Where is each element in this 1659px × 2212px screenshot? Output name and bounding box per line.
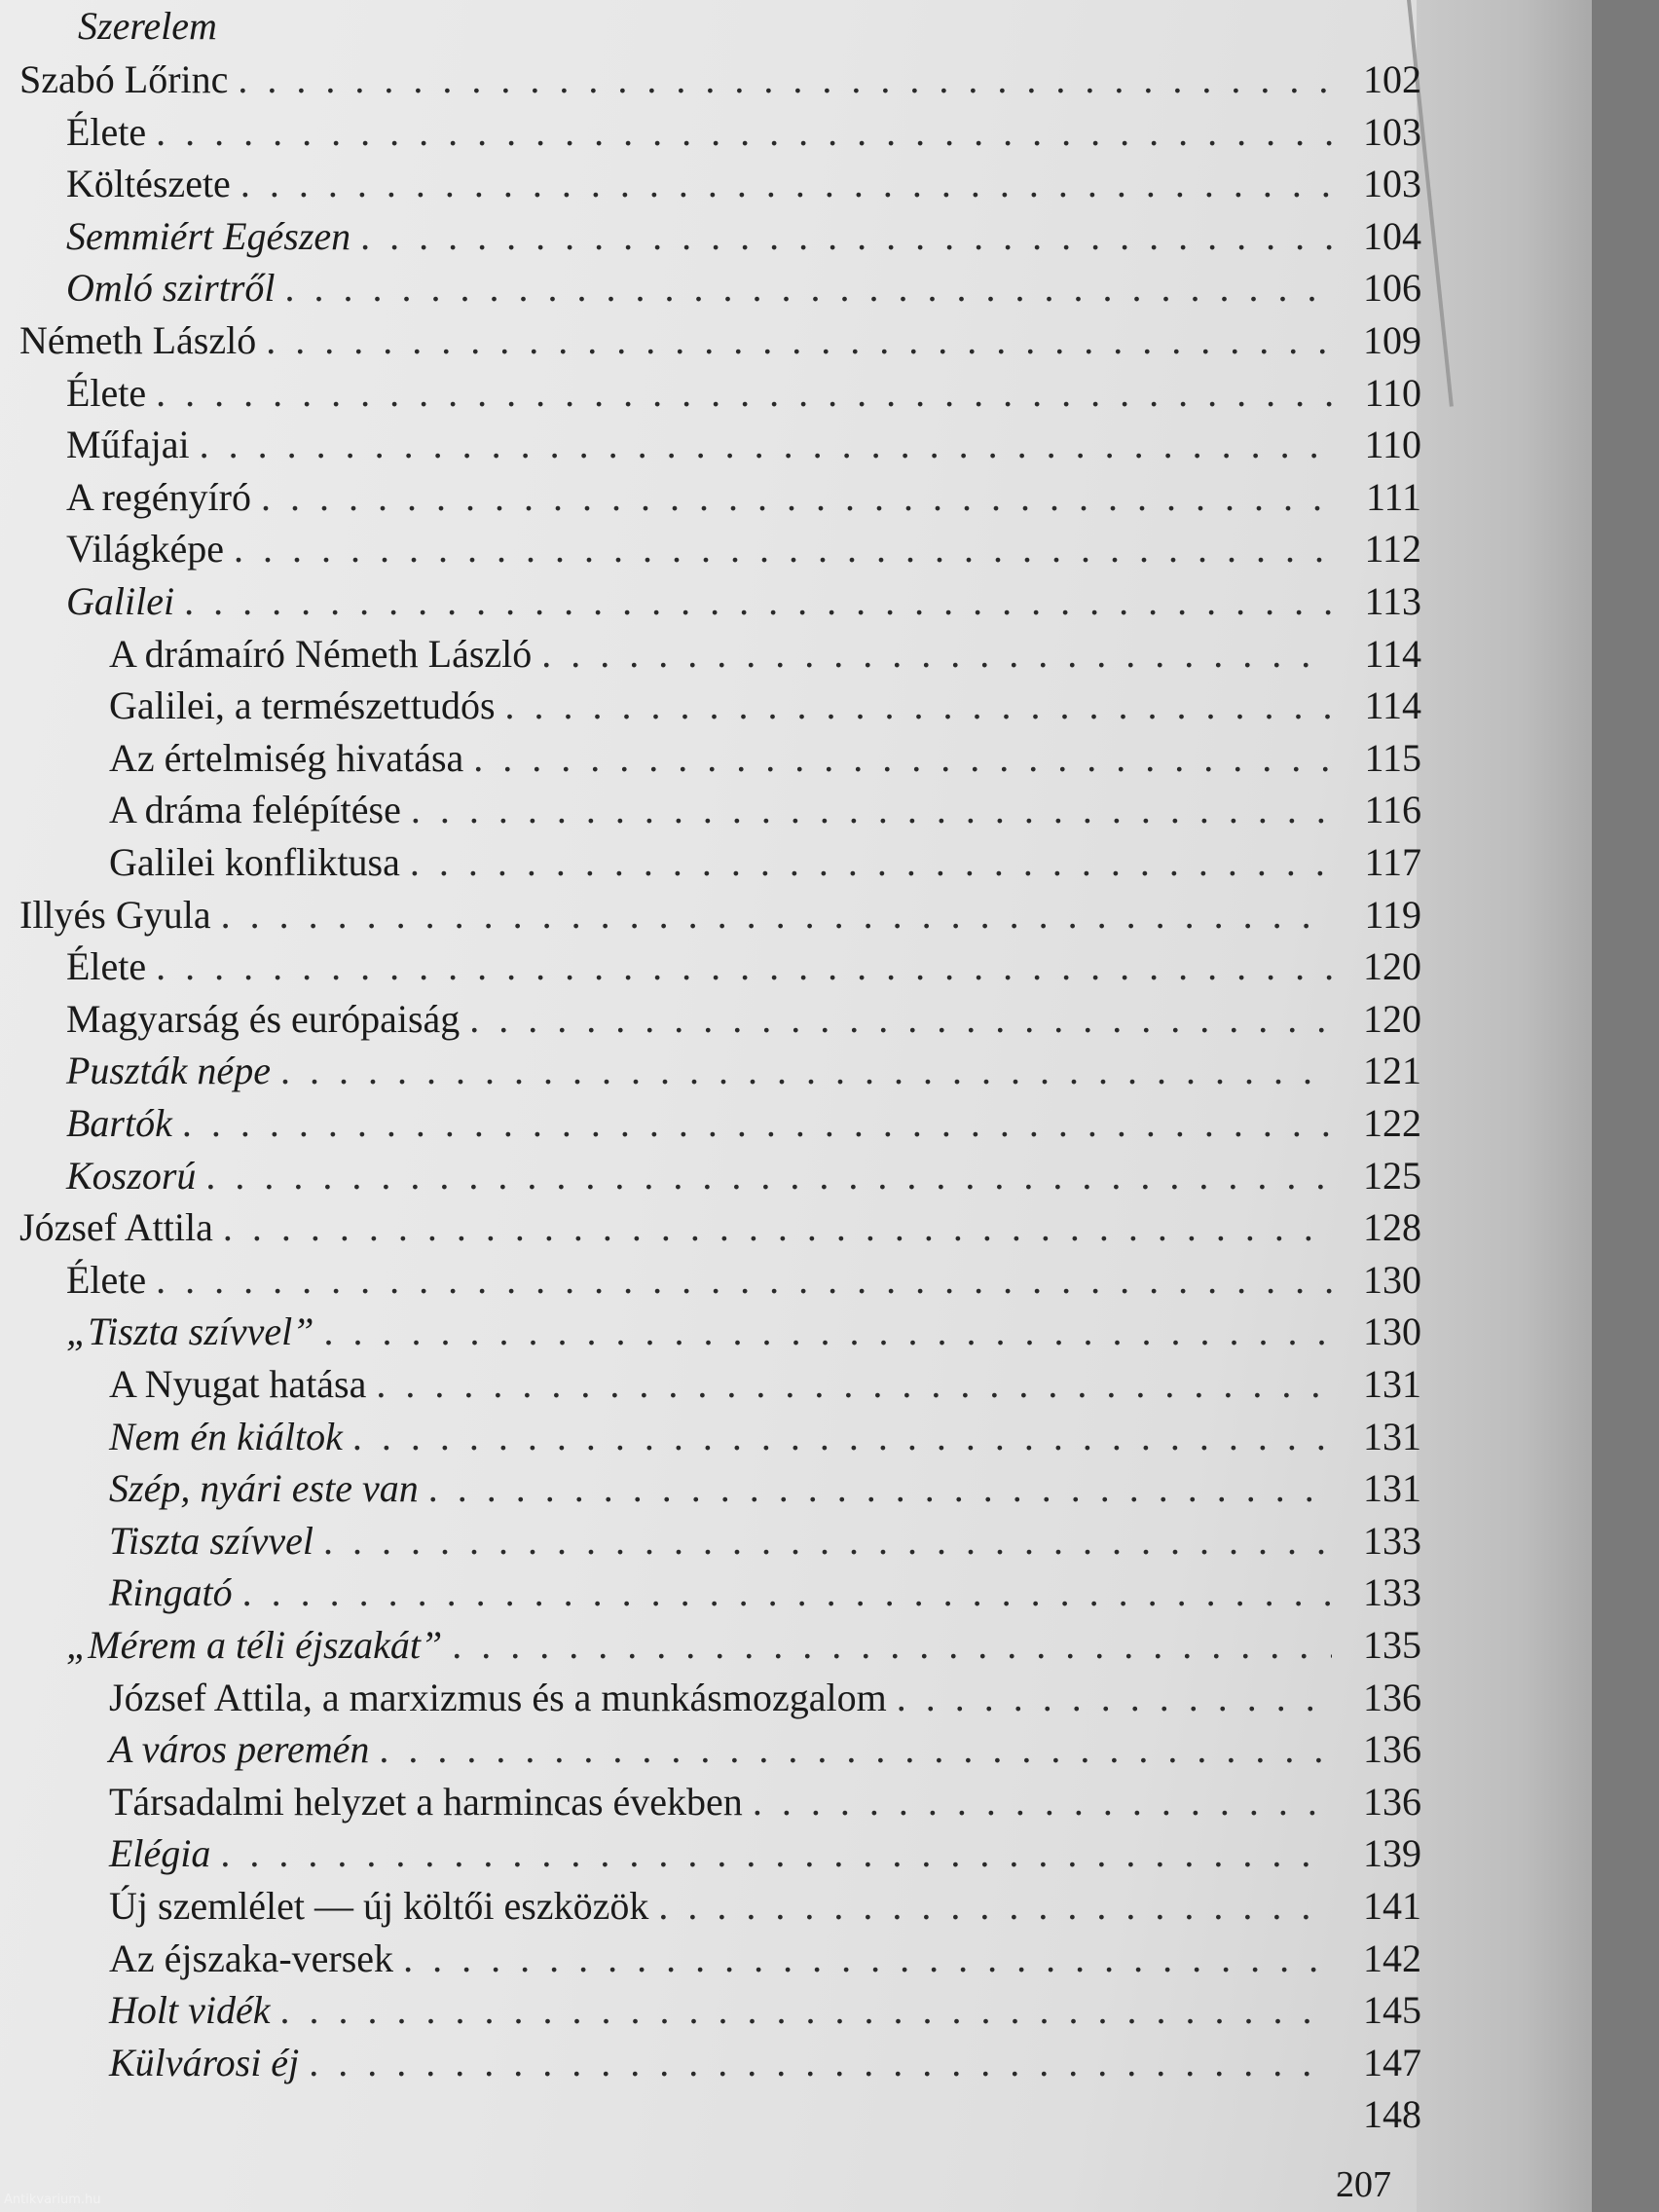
toc-entry-page: 110 xyxy=(1364,370,1421,415)
dot-leader xyxy=(410,838,1332,887)
toc-entry xyxy=(109,1778,1421,1826)
dot-leader xyxy=(156,108,1332,157)
toc-entry-page: 103 xyxy=(1363,162,1421,206)
toc-entry-title: „Tiszta szívvel” xyxy=(66,1309,314,1354)
toc-extra-page: 148 xyxy=(1363,2092,1421,2137)
toc-entry-page: 104 xyxy=(1363,213,1421,258)
toc-entry-title: Galilei xyxy=(66,579,175,623)
toc-entry-title: Tiszta szívvel xyxy=(109,1518,314,1563)
toc-entry-page: 103 xyxy=(1363,109,1421,154)
dot-leader xyxy=(205,1152,1332,1200)
toc-entry-title: Társadalmi helyzet a harmincas években xyxy=(109,1779,743,1824)
toc-entry-title: Külvárosi éj xyxy=(109,2040,300,2084)
dot-leader xyxy=(324,1308,1332,1356)
dot-leader xyxy=(360,212,1332,261)
toc-entry-title: Új szemlélet — új költői eszközök xyxy=(109,1884,649,1928)
toc-entry-title: Szerelem xyxy=(78,4,217,48)
toc-entry xyxy=(109,1464,1421,1513)
toc-entry-page: 112 xyxy=(1364,527,1421,571)
toc-entry-page: 117 xyxy=(1364,840,1421,884)
toc-entry-title: Koszorú xyxy=(66,1153,197,1198)
toc-entry xyxy=(109,682,1421,730)
dot-leader xyxy=(182,1099,1332,1148)
dot-leader xyxy=(280,1986,1333,2035)
toc-entry-page: 102 xyxy=(1363,57,1421,101)
dot-leader xyxy=(428,1464,1332,1513)
toc-entry-page: 114 xyxy=(1364,631,1421,676)
toc-entry-page: 120 xyxy=(1363,996,1421,1041)
dot-leader xyxy=(411,786,1332,834)
toc-entry-title: Illyés Gyula xyxy=(19,892,211,937)
toc-entry xyxy=(66,1047,1421,1095)
toc-entry-page: 119 xyxy=(1364,892,1421,937)
toc-entry-title: Elégia xyxy=(109,1831,211,1876)
dot-leader xyxy=(473,734,1332,783)
toc-entry-title: Az értelmiség hivatása xyxy=(109,735,464,780)
dot-leader xyxy=(200,421,1332,469)
dot-leader xyxy=(352,1413,1332,1461)
toc-entry-page: 136 xyxy=(1363,1675,1421,1719)
toc-entry xyxy=(19,1203,1421,1252)
toc-entry xyxy=(19,316,1421,365)
toc-entry-page: 130 xyxy=(1363,1257,1421,1302)
dot-leader xyxy=(280,1047,1332,1095)
toc-entry-page: 136 xyxy=(1363,1727,1421,1772)
toc-entry xyxy=(66,421,1421,469)
toc-entry-page: 136 xyxy=(1363,1779,1421,1824)
toc-entry-title: A regényíró xyxy=(66,474,251,519)
toc-entry xyxy=(66,1099,1421,1148)
toc-entry xyxy=(66,995,1421,1044)
toc-entry-page: 130 xyxy=(1363,1309,1421,1354)
dot-leader xyxy=(223,1203,1332,1252)
dot-leader xyxy=(242,1568,1332,1617)
dot-leader xyxy=(403,1935,1332,1983)
toc-entry-first xyxy=(78,2,370,51)
toc-entry xyxy=(109,1935,1421,1983)
dot-leader xyxy=(452,1621,1332,1670)
dot-leader xyxy=(323,1517,1332,1566)
toc-entry-title: József Attila xyxy=(19,1205,213,1250)
watermark: Antikvarium.hu xyxy=(4,2193,101,2207)
toc-entry-title: Élete xyxy=(66,370,147,415)
toc-entry-page: 133 xyxy=(1363,1570,1421,1615)
toc-entry xyxy=(66,160,1421,208)
toc-entry xyxy=(109,1568,1421,1617)
toc-entry xyxy=(19,55,1421,104)
toc-entry-page: 114 xyxy=(1364,683,1421,728)
toc-entry-page: 109 xyxy=(1363,318,1421,362)
toc-entry xyxy=(66,212,1421,261)
toc-entry-title: Bartók xyxy=(66,1101,172,1145)
toc-entry xyxy=(109,2039,1421,2087)
toc-entry-title: Világképe xyxy=(66,527,224,571)
toc-entry-title: Puszták népe xyxy=(66,1049,271,1093)
toc-entry-page: 147 xyxy=(1363,2040,1421,2084)
toc-entry xyxy=(66,473,1421,522)
toc-entry-page: 125 xyxy=(1363,1153,1421,1198)
dot-leader xyxy=(658,1882,1332,1931)
dot-leader xyxy=(234,525,1332,573)
toc-entry-page: 133 xyxy=(1363,1518,1421,1563)
toc-entry-page: 135 xyxy=(1363,1623,1421,1667)
toc-entry-page: 128 xyxy=(1363,1205,1421,1250)
toc-entry xyxy=(66,1256,1421,1305)
dot-leader xyxy=(266,316,1332,365)
toc-entry-title: Ringató xyxy=(109,1570,233,1615)
dot-leader xyxy=(261,473,1332,522)
toc-entry-title: Szabó Lőrinc xyxy=(19,57,229,101)
toc-entry xyxy=(109,1517,1421,1566)
toc-entry-page: 120 xyxy=(1363,944,1421,989)
toc-entry-page: 145 xyxy=(1363,1988,1421,2033)
toc-entry xyxy=(66,942,1421,991)
toc-entry-title: „Mérem a téli éjszakát” xyxy=(66,1623,443,1667)
toc-entry xyxy=(66,1308,1421,1356)
dot-leader xyxy=(541,630,1332,679)
toc-entry-page: 131 xyxy=(1363,1466,1421,1511)
toc-entry-title: Műfajai xyxy=(66,423,190,467)
dot-leader xyxy=(309,2039,1332,2087)
toc-entry-title: Németh László xyxy=(19,318,257,362)
dot-leader xyxy=(897,1674,1332,1722)
toc-entry-title: A dráma felépítése xyxy=(109,788,401,832)
toc-entry-title: Galilei, a természettudós xyxy=(109,683,496,728)
background-edge xyxy=(1592,0,1659,2212)
toc-entry-title: Holt vidék xyxy=(109,1988,271,2033)
dot-leader xyxy=(184,577,1332,626)
toc-entry-page: 139 xyxy=(1363,1831,1421,1876)
toc-entry xyxy=(109,838,1421,887)
toc-entry xyxy=(66,1621,1421,1670)
toc-entry-page: 122 xyxy=(1363,1101,1421,1145)
dot-leader xyxy=(238,55,1332,104)
toc-entry xyxy=(109,786,1421,834)
dot-leader xyxy=(156,942,1332,991)
toc-entry-title: Az éjszaka-versek xyxy=(109,1936,394,1980)
toc-entry-title: A Nyugat hatása xyxy=(109,1362,367,1406)
toc-entry xyxy=(19,891,1421,940)
toc-entry-title: A város peremén xyxy=(109,1727,370,1772)
dot-leader xyxy=(240,160,1332,208)
toc-entry xyxy=(66,577,1421,626)
toc-entry-title: Élete xyxy=(66,1257,147,1302)
toc-entry-page: 121 xyxy=(1363,1049,1421,1093)
toc-entry-page: 141 xyxy=(1363,1884,1421,1928)
toc-entry-page: 115 xyxy=(1364,735,1421,780)
toc-entry xyxy=(109,1674,1421,1722)
toc-entry xyxy=(109,734,1421,783)
toc-entry-page: 142 xyxy=(1363,1936,1421,1980)
dot-leader xyxy=(469,995,1332,1044)
toc-entry xyxy=(109,1829,1421,1878)
toc-entry-page: 116 xyxy=(1364,788,1421,832)
toc-entry-page: 106 xyxy=(1363,266,1421,311)
toc-extra-page-row xyxy=(109,2090,1421,2139)
toc-entry-title: Költészete xyxy=(66,162,231,206)
toc-entry-title: Galilei konfliktusa xyxy=(109,840,400,884)
toc-entry-title: Élete xyxy=(66,109,147,154)
toc-entry-title: Omló szirtről xyxy=(66,266,276,311)
toc-entry-page: 113 xyxy=(1364,579,1421,623)
toc-entry xyxy=(66,1152,1421,1200)
dot-leader xyxy=(220,1829,1332,1878)
dot-leader xyxy=(753,1778,1332,1826)
toc-entry-page: 111 xyxy=(1365,474,1421,519)
toc-entry xyxy=(109,1725,1421,1774)
dot-leader xyxy=(156,369,1332,418)
toc-entry-title: Szép, nyári este van xyxy=(109,1466,419,1511)
dot-leader xyxy=(376,1360,1332,1409)
toc-entry xyxy=(109,1413,1421,1461)
toc-entry-page: 131 xyxy=(1363,1414,1421,1458)
toc-entry-title: Magyarság és európaiság xyxy=(66,996,461,1041)
toc-entry-title: Élete xyxy=(66,944,147,989)
toc-entry-title: A drámaíró Németh László xyxy=(109,631,533,676)
toc-entry-title: Semmiért Egészen xyxy=(66,213,351,258)
toc-entry-title: József Attila, a marxizmus és a munkásmozgalom xyxy=(109,1675,887,1719)
dot-leader xyxy=(505,682,1332,730)
toc-entry xyxy=(66,525,1421,573)
toc-entry-page: 131 xyxy=(1363,1362,1421,1406)
toc-entry-title: Nem én kiáltok xyxy=(109,1414,343,1458)
dot-leader xyxy=(221,891,1332,940)
toc-entry xyxy=(109,630,1421,679)
toc-entry xyxy=(66,369,1421,418)
toc-entry xyxy=(109,1986,1421,2035)
toc-entry xyxy=(109,1360,1421,1409)
dot-leader xyxy=(285,264,1333,313)
toc-entry xyxy=(66,108,1421,157)
dot-leader xyxy=(379,1725,1332,1774)
toc-entry xyxy=(109,1882,1421,1931)
dot-leader xyxy=(156,1256,1332,1305)
toc-entry xyxy=(66,264,1421,313)
toc-entry-page: 110 xyxy=(1364,423,1421,467)
page-number: 207 xyxy=(1336,2164,1391,2205)
